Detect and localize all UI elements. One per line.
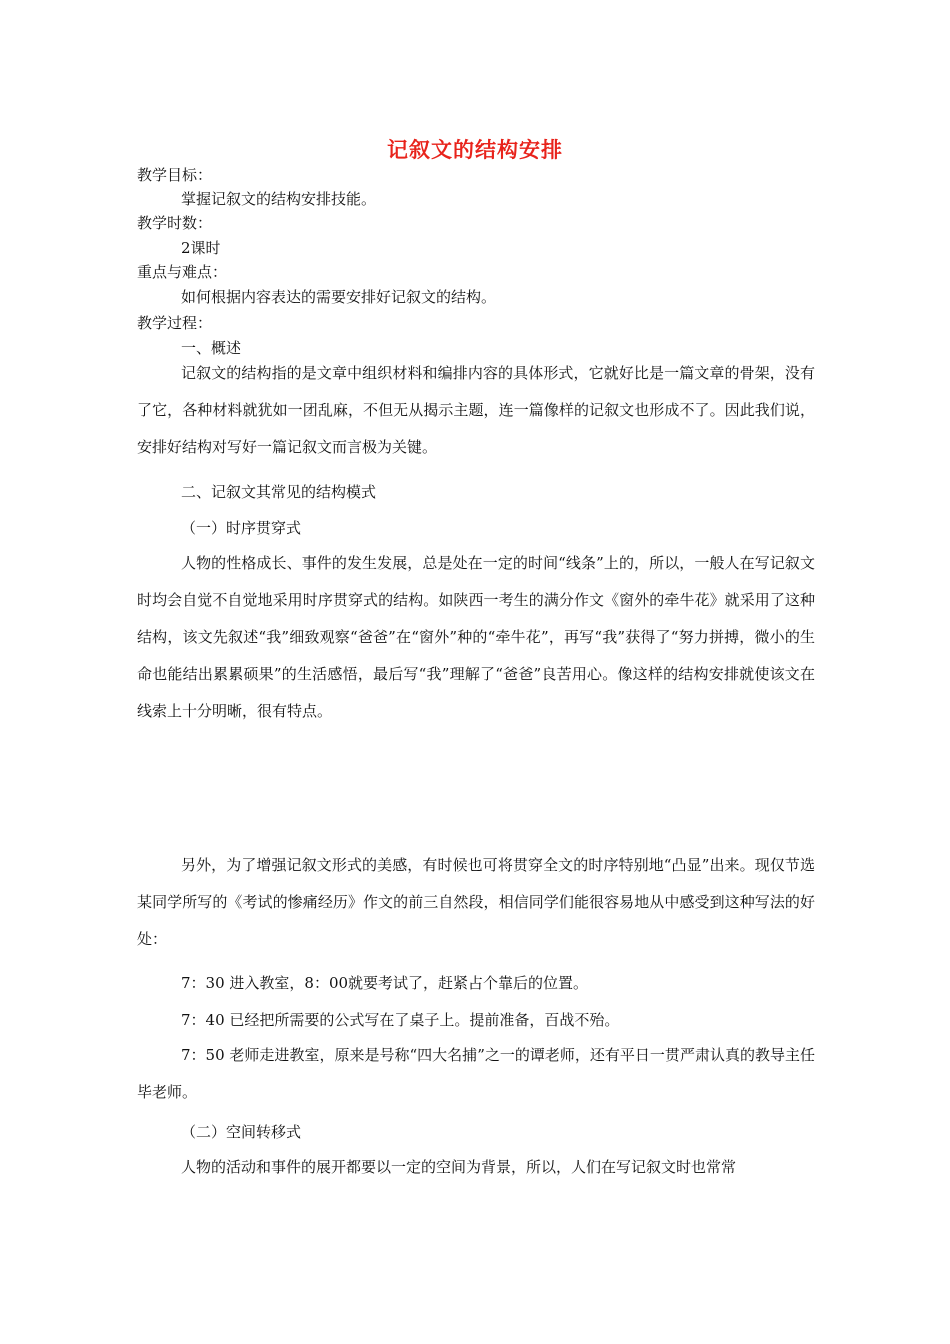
goal-heading: 教学目标： [137,166,213,184]
section2-heading: 二、记叙文其常见的结构模式 [181,483,377,501]
extra-paragraph: 另外，为了增强记叙文形式的美感，有时候也可将贯穿全文的时序特别地“凸显”出来。现仅节选某同学所写的《考试的惨痛经历》作文的前三自然段，相信同学们能很容易地从中感受到这种写法的好处： [137,856,815,948]
process-heading: 教学过程： [137,314,213,332]
goal-text: 掌握记叙文的结构安排技能。 [181,190,377,208]
subsection1-heading: （一）时序贯穿式 [181,519,302,537]
time-entry-3: 7：50 老师走进教室，原来是号称“四大名捕”之一的谭老师，还有平日一贯严肃认真的教导主任毕老师。 [137,1046,815,1101]
subsection2-heading: （二）空间转移式 [181,1123,302,1141]
hours-text: 2课时 [181,239,221,257]
subsection1-paragraph: 人物的性格成长、事件的发生发展，总是处在一定的时间“线条”上的，所以，一般人在写记叙文时均会自觉不自觉地采用时序贯穿式的结构。如陕西一考生的满分作文《窗外的牵牛花》就采用了这种结构，该文先叙述“我”细致观察“爸爸”在“窗外”种的“牵牛花”，再写“我”获得了“努力拼搏，微小的生命也能结出累累硕果”的生活感悟，最后写“我”理解了“爸爸”良苦用心。像这样的结构安排就使该文在线索上十分明晰，很有特点。 [137,554,815,720]
time-entry-1: 7：30 进入教室，8：00就要考试了，赶紧占个靠后的位置。 [181,974,589,992]
key-text: 如何根据内容表达的需要安排好记叙文的结构。 [181,288,497,306]
document-title: 记叙文的结构安排 [387,138,563,162]
time-entry-2: 7：40 已经把所需要的公式写在了桌子上。提前准备，百战不殆。 [181,1011,620,1029]
section1-paragraph: 记叙文的结构指的是文章中组织材料和编排内容的具体形式，它就好比是一篇文章的骨架，没有了它，各种材料就犹如一团乱麻，不但无从揭示主题，连一篇像样的记叙文也形成不了。因此我们说，安排好结构对写好一篇记叙文而言极为关键。 [137,364,815,456]
section1-heading: 一、概述 [181,339,242,357]
hours-heading: 教学时数： [137,214,213,232]
key-heading: 重点与难点： [137,263,228,281]
subsection2-paragraph: 人物的活动和事件的展开都要以一定的空间为背景，所以，人们在写记叙文时也常常 [181,1158,737,1176]
